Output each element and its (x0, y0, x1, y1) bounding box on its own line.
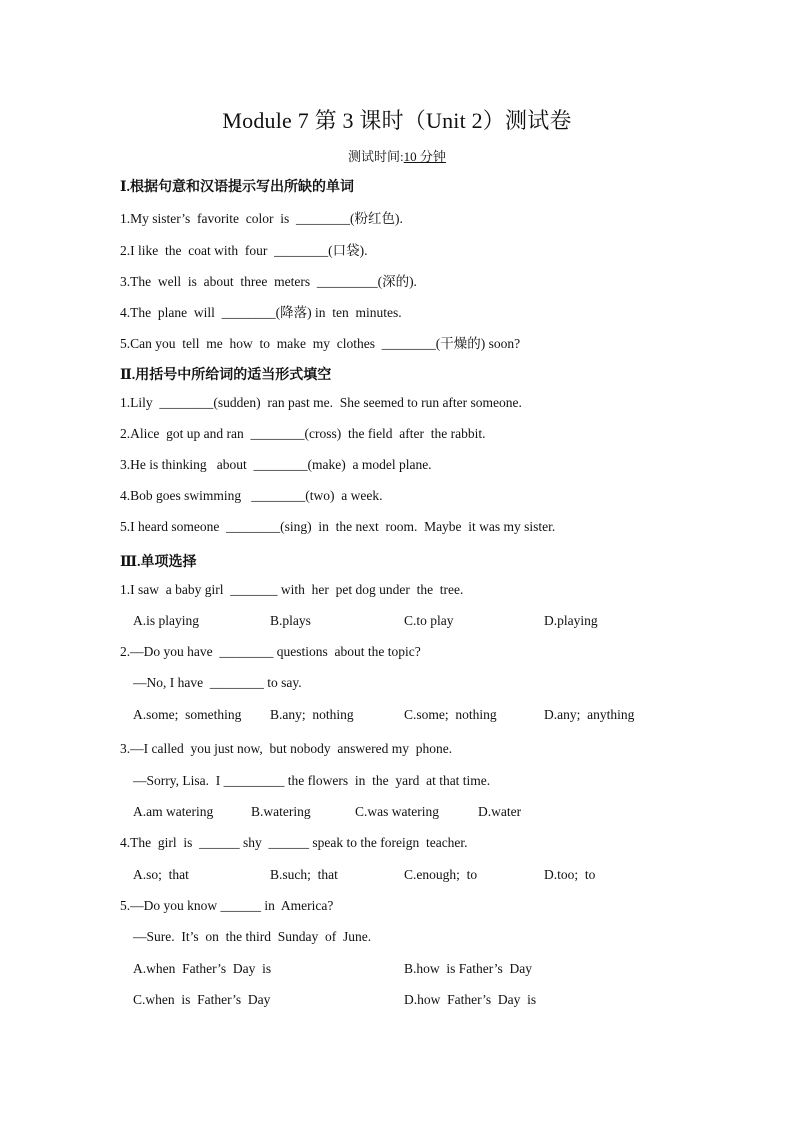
question-3-option-c: C.was watering (355, 804, 439, 819)
question-1-option-a: A.is playing (133, 613, 199, 628)
question-5-stem: 5.—Do you know ______ in America? (120, 898, 334, 913)
test-time-label: 测试时间: (348, 149, 404, 164)
question-5-option-c: C.when is Father’s Day (133, 992, 271, 1007)
section-2-item: 5.I heard someone ________(sing) in the next room. Maybe it was my sister. (120, 519, 556, 534)
section-2-item: 4.Bob goes swimming ________(two) a week. (120, 488, 383, 503)
question-3-option-b: B.watering (251, 804, 311, 819)
question-2-stem-2: —No, I have ________ to say. (133, 675, 302, 690)
question-1-option-c: C.to play (404, 613, 454, 628)
question-3-stem-2: —Sorry, Lisa. I _________ the flowers in the yard at that time. (133, 773, 491, 788)
question-1-stem: 1.I saw a baby girl _______ with her pet dog under the tree. (120, 582, 464, 597)
question-3-option-a: A.am watering (133, 804, 214, 819)
question-5-stem-2: —Sure. It’s on the third Sunday of June. (133, 929, 372, 944)
question-2-stem: 2.—Do you have ________ questions about the topic? (120, 644, 421, 659)
section-1-item: 3.The well is about three meters _________(深的). (120, 274, 417, 289)
question-4-option-d: D.too; to (544, 867, 596, 882)
question-5-option-b: B.how is Father’s Day (404, 961, 532, 976)
section-1-item: 1.My sister’s favorite color is ________(粉红色). (120, 211, 403, 226)
section-1-item: 5.Can you tell me how to make my clothes ________(干燥的) soon? (120, 336, 521, 351)
section-1-item: 2.I like the coat with four ________(口袋). (120, 243, 368, 258)
question-2-option-b: B.any; nothing (270, 707, 354, 722)
section-1-heading: Ⅰ.根据句意和汉语提示写出所缺的单词 (120, 180, 355, 195)
section-2-item: 2.Alice got up and ran ________(cross) the field after the rabbit. (120, 426, 486, 441)
question-2-option-c: C.some; nothing (404, 707, 497, 722)
question-5-option-d: D.how Father’s Day is (404, 992, 537, 1007)
question-1-option-d: D.playing (544, 613, 598, 628)
question-2-option-a: A.some; something (133, 707, 242, 722)
section-2-heading: Ⅱ.用括号中所给词的适当形式填空 (120, 368, 332, 383)
question-3-stem: 3.—I called you just now, but nobody answered my phone. (120, 741, 453, 756)
question-3-option-d: D.water (478, 804, 522, 819)
question-4-option-a: A.so; that (133, 867, 189, 882)
question-4-option-b: B.such; that (270, 867, 338, 882)
test-time-value: 10 分钟 (403, 149, 446, 164)
section-2-item: 3.He is thinking about ________(make) a model plane. (120, 457, 432, 472)
question-4-stem: 4.The girl is ______ shy ______ speak to the foreign teacher. (120, 835, 468, 850)
question-2-option-d: D.any; anything (544, 707, 635, 722)
question-4-option-c: C.enough; to (404, 867, 478, 882)
page-title: Module 7 第 3 课时（Unit 2）测试卷 (222, 108, 572, 133)
section-3-heading: Ⅲ.单项选择 (120, 555, 197, 570)
question-1-option-b: B.plays (270, 613, 311, 628)
question-5-option-a: A.when Father’s Day is (133, 961, 272, 976)
section-1-item: 4.The plane will ________(降落) in ten minutes. (120, 305, 402, 320)
test-time (0, 146, 794, 165)
section-2-item: 1.Lily ________(sudden) ran past me. She seemed to run after someone. (120, 395, 522, 410)
